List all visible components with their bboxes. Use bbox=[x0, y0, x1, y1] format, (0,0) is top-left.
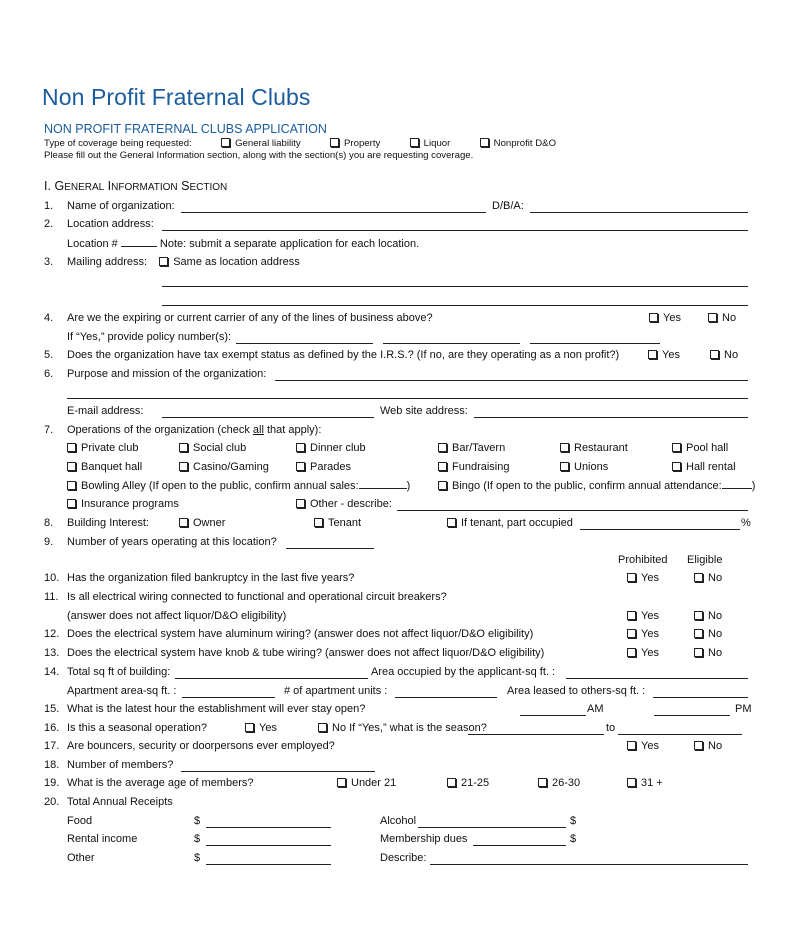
q19-number: 19. bbox=[44, 777, 60, 789]
location-number-label: Location # bbox=[67, 238, 118, 250]
q8-owner bbox=[179, 517, 225, 529]
bowling-close-paren: ) bbox=[406, 480, 411, 492]
q7-label-pre: Operations of the organization (check bbox=[67, 424, 253, 436]
checkbox-age-under-21[interactable] bbox=[337, 778, 346, 787]
q17-no-label: No bbox=[708, 740, 723, 752]
checkbox-bar-tavern[interactable] bbox=[438, 443, 447, 452]
rental-income-label: Rental income bbox=[67, 833, 138, 845]
checkbox-tenant[interactable] bbox=[314, 518, 323, 527]
q5-number: 5. bbox=[44, 349, 54, 361]
closing-hour-am-field[interactable] bbox=[520, 715, 586, 716]
age-21-25 bbox=[447, 777, 489, 789]
q16-no-label: No If “Yes,” what is the season? bbox=[332, 722, 487, 734]
closing-hour-pm-field[interactable] bbox=[654, 715, 730, 716]
q13-no-label: No bbox=[708, 647, 723, 659]
part-occupied-label: If tenant, part occupied bbox=[461, 517, 573, 529]
food-receipts-field[interactable] bbox=[206, 827, 331, 828]
checkbox-age-21-25[interactable] bbox=[447, 778, 456, 787]
op-label: Insurance programs bbox=[81, 498, 179, 510]
q17-label: Are bouncers, security or doorpersons ever employed? bbox=[67, 740, 335, 752]
q1-number: 1. bbox=[44, 200, 54, 212]
checkbox-liquor[interactable] bbox=[410, 138, 419, 147]
website-field[interactable] bbox=[474, 417, 748, 418]
checkbox-age-26-30[interactable] bbox=[538, 778, 547, 787]
checkbox-casino-gaming[interactable] bbox=[179, 462, 188, 471]
op-private-club bbox=[67, 442, 138, 454]
same-as-location-label: Same as location address bbox=[173, 256, 300, 268]
email-label: E-mail address: bbox=[67, 405, 144, 417]
checkbox-insurance-programs[interactable] bbox=[67, 499, 76, 508]
section-word-1-rest: ENERAL bbox=[64, 182, 105, 193]
am-label: AM bbox=[587, 703, 604, 715]
q17-no bbox=[694, 740, 722, 752]
location-number-field[interactable] bbox=[121, 237, 157, 247]
area-occupied-label: Area occupied by the applicant-sq ft. : bbox=[371, 666, 556, 678]
q7-label-post: that apply): bbox=[263, 424, 322, 436]
other-describe-label: Other - describe: bbox=[310, 498, 392, 510]
checkbox-private-club[interactable] bbox=[67, 443, 76, 452]
purpose-field-2[interactable] bbox=[67, 398, 748, 399]
area-occupied-field[interactable] bbox=[566, 678, 748, 679]
checkbox-q12-yes[interactable] bbox=[627, 629, 636, 638]
other-receipts-label: Other bbox=[67, 852, 95, 864]
food-label: Food bbox=[67, 815, 93, 827]
apartment-area-field[interactable] bbox=[182, 697, 275, 698]
q7-label bbox=[67, 424, 321, 436]
q2-number: 2. bbox=[44, 218, 54, 230]
q5-yes bbox=[648, 349, 680, 361]
op-fundraising bbox=[438, 461, 509, 473]
q5-no bbox=[710, 349, 738, 361]
application-subtitle: NON PROFIT FRATERNAL CLUBS APPLICATION bbox=[44, 122, 327, 136]
bowling-sales-field[interactable] bbox=[359, 479, 407, 489]
eligible-header: Eligible bbox=[687, 554, 723, 566]
policy-number-field-2[interactable] bbox=[383, 343, 520, 344]
op-label: Bar/Tavern bbox=[452, 442, 506, 454]
op-casino-gaming bbox=[179, 461, 269, 473]
describe-field[interactable] bbox=[430, 864, 748, 865]
checkbox-q13-no[interactable] bbox=[694, 648, 703, 657]
coverage-type-row bbox=[44, 138, 556, 149]
q16-yes bbox=[245, 722, 277, 734]
q20-label: Total Annual Receipts bbox=[67, 796, 173, 808]
q8-tenant bbox=[314, 517, 361, 529]
page-title: Non Profit Fraternal Clubs bbox=[42, 84, 311, 110]
checkbox-pool-hall[interactable] bbox=[672, 443, 681, 452]
q11-yes bbox=[627, 610, 659, 622]
q4-yes bbox=[649, 312, 681, 324]
checkbox-q5-yes[interactable] bbox=[648, 350, 657, 359]
op-unions bbox=[560, 461, 608, 473]
q11-number: 11. bbox=[44, 591, 59, 603]
owner-label: Owner bbox=[193, 517, 226, 529]
q2-label: Location address: bbox=[67, 218, 154, 230]
op-label: Restaurant bbox=[574, 442, 628, 454]
op-pool-hall bbox=[672, 442, 728, 454]
coverage-type-label: Type of coverage being requested: bbox=[44, 138, 192, 149]
checkbox-q10-yes[interactable] bbox=[627, 573, 636, 582]
age-26-30 bbox=[538, 777, 580, 789]
q16-no bbox=[318, 722, 487, 734]
q15-number: 15. bbox=[44, 703, 60, 715]
describe-label: Describe: bbox=[380, 852, 427, 864]
purpose-field-1[interactable] bbox=[275, 380, 748, 381]
q13-label: Does the electrical system have knob & tube wiring? (answer does not affect liquor/D&O eligibility) bbox=[67, 647, 545, 659]
checkbox-dinner-club[interactable] bbox=[296, 443, 305, 452]
apartment-area-label: Apartment area-sq ft. : bbox=[67, 685, 177, 697]
q7-label-all: all bbox=[252, 424, 264, 436]
q11-yes-label: Yes bbox=[641, 610, 659, 622]
season-to-label: to bbox=[606, 722, 616, 734]
checkbox-q16-no[interactable] bbox=[318, 723, 327, 732]
dues-dollar: $ bbox=[570, 833, 577, 845]
age-option-label: 21-25 bbox=[461, 777, 490, 789]
section-numeral: I. bbox=[44, 179, 51, 193]
q13-yes-label: Yes bbox=[641, 647, 659, 659]
instructions: Please fill out the General Information section, along with the section(s) you are requesting coverage. bbox=[44, 150, 474, 161]
checkbox-q4-no[interactable] bbox=[708, 313, 717, 322]
op-label: Parades bbox=[310, 461, 351, 473]
op-label: Pool hall bbox=[686, 442, 729, 454]
checkbox-restaurant[interactable] bbox=[560, 443, 569, 452]
rental-income-field[interactable] bbox=[206, 845, 331, 846]
q12-yes bbox=[627, 628, 659, 640]
op-insurance-programs bbox=[67, 498, 179, 510]
op-restaurant bbox=[560, 442, 628, 454]
section-word-2-initial: I bbox=[107, 179, 112, 193]
op-bingo bbox=[438, 479, 755, 492]
checkbox-fundraising[interactable] bbox=[438, 462, 447, 471]
bingo-close-paren: ) bbox=[751, 480, 756, 492]
q13-no bbox=[694, 647, 722, 659]
area-leased-label: Area leased to others-sq ft. : bbox=[507, 685, 646, 697]
alcohol-dollar: $ bbox=[570, 815, 577, 827]
pm-label: PM bbox=[735, 703, 752, 715]
q5-label: Does the organization have tax exempt status as defined by the I.R.S.? (If no, are they operating as a non profit?) bbox=[67, 349, 620, 361]
policy-number-field-3[interactable] bbox=[530, 343, 660, 344]
q4-number: 4. bbox=[44, 312, 54, 324]
q8-number: 8. bbox=[44, 517, 54, 529]
membership-dues-field[interactable] bbox=[473, 845, 566, 846]
q15-label: What is the latest hour the establishment will ever stay open? bbox=[67, 703, 366, 715]
organization-name-field[interactable] bbox=[181, 212, 486, 213]
total-sqft-field[interactable] bbox=[175, 678, 368, 679]
checkbox-q13-yes[interactable] bbox=[627, 648, 636, 657]
q12-number: 12. bbox=[44, 628, 60, 640]
location-note: Note: submit a separate application for each location. bbox=[159, 238, 420, 250]
checkbox-general-liability[interactable] bbox=[221, 138, 230, 147]
q3-number: 3. bbox=[44, 256, 54, 268]
area-leased-field[interactable] bbox=[653, 697, 748, 698]
checkbox-q11-yes[interactable] bbox=[627, 611, 636, 620]
q10-no-label: No bbox=[708, 572, 723, 584]
q18-label: Number of members? bbox=[67, 759, 174, 771]
location-number-row bbox=[67, 237, 419, 250]
op-label: Unions bbox=[574, 461, 609, 473]
section-word-2-rest: NFORMATION bbox=[111, 182, 178, 193]
op-label: Social club bbox=[193, 442, 247, 454]
checkbox-q4-yes[interactable] bbox=[649, 313, 658, 322]
q9-number: 9. bbox=[44, 536, 54, 548]
checkbox-bingo[interactable] bbox=[438, 481, 447, 490]
coverage-liquor-label: Liquor bbox=[423, 138, 451, 149]
op-parades bbox=[296, 461, 351, 473]
checkbox-unions[interactable] bbox=[560, 462, 569, 471]
q4-label: Are we the expiring or current carrier of any of the lines of business above? bbox=[67, 312, 433, 324]
section-word-3-initial: S bbox=[181, 179, 190, 193]
q12-no-label: No bbox=[708, 628, 723, 640]
q20-number: 20. bbox=[44, 796, 60, 808]
bowling-label: Bowling Alley (If open to the public, confirm annual sales: bbox=[81, 480, 359, 492]
q16-number: 16. bbox=[44, 722, 60, 734]
age-under-21 bbox=[337, 777, 396, 789]
q13-yes bbox=[627, 647, 659, 659]
q6-number: 6. bbox=[44, 368, 54, 380]
q12-label: Does the electrical system have aluminum wiring? (answer does not affect liquor/D&O eligibility) bbox=[67, 628, 534, 640]
member-count-field[interactable] bbox=[181, 771, 375, 772]
q14-number: 14. bbox=[44, 666, 60, 678]
checkbox-bowling-alley[interactable] bbox=[67, 481, 76, 490]
checkbox-owner[interactable] bbox=[179, 518, 188, 527]
q4-no-label: No bbox=[722, 312, 737, 324]
q13-number: 13. bbox=[44, 647, 60, 659]
op-social-club bbox=[179, 442, 246, 454]
rental-dollar: $ bbox=[194, 833, 201, 845]
q8-label: Building Interest: bbox=[67, 517, 149, 529]
coverage-property-label: Property bbox=[344, 138, 381, 149]
op-hall-rental bbox=[672, 461, 736, 473]
q17-yes bbox=[627, 740, 659, 752]
section-word-3-rest: ECTION bbox=[189, 182, 228, 193]
coverage-general-liability-label: General liability bbox=[235, 138, 301, 149]
other-receipts-field[interactable] bbox=[206, 864, 331, 865]
op-other bbox=[296, 498, 392, 510]
bingo-label: Bingo (If open to the public, confirm annual attendance: bbox=[452, 480, 722, 492]
checkbox-same-as-location[interactable] bbox=[159, 257, 168, 266]
alcohol-receipts-field[interactable] bbox=[418, 827, 566, 828]
percent-sign: % bbox=[741, 517, 751, 529]
q10-yes bbox=[627, 572, 659, 584]
apartment-units-field[interactable] bbox=[395, 697, 497, 698]
op-label: Banquet hall bbox=[81, 461, 143, 473]
checkbox-age-31-plus[interactable] bbox=[627, 778, 636, 787]
q17-yes-label: Yes bbox=[641, 740, 659, 752]
part-occupied-field[interactable] bbox=[580, 529, 740, 530]
q17-number: 17. bbox=[44, 740, 60, 752]
op-bar-tavern bbox=[438, 442, 505, 454]
dba-label: D/B/A: bbox=[492, 200, 524, 212]
q10-label: Has the organization filed bankruptcy in the last five years? bbox=[67, 572, 355, 584]
q11-no bbox=[694, 610, 722, 622]
checkbox-q12-no[interactable] bbox=[694, 629, 703, 638]
q11-label: Is all electrical wiring connected to functional and operational circuit breakers? bbox=[67, 591, 447, 603]
website-label: Web site address: bbox=[380, 405, 468, 417]
age-31-plus bbox=[627, 777, 663, 789]
q5-yes-label: Yes bbox=[662, 349, 680, 361]
q18-number: 18. bbox=[44, 759, 60, 771]
op-label: Casino/Gaming bbox=[193, 461, 269, 473]
q10-number: 10. bbox=[44, 572, 60, 584]
section-heading bbox=[44, 179, 227, 193]
checkbox-q17-no[interactable] bbox=[694, 741, 703, 750]
q6-label: Purpose and mission of the organization: bbox=[67, 368, 267, 380]
q4-yes-label: Yes bbox=[663, 312, 681, 324]
age-option-label: Under 21 bbox=[351, 777, 397, 789]
q16-label: Is this a seasonal operation? bbox=[67, 722, 208, 734]
q12-no bbox=[694, 628, 722, 640]
checkbox-q11-no[interactable] bbox=[694, 611, 703, 620]
q10-yes-label: Yes bbox=[641, 572, 659, 584]
q8-part-occupied bbox=[447, 517, 573, 529]
checkbox-social-club[interactable] bbox=[179, 443, 188, 452]
mailing-address-line-1[interactable] bbox=[162, 286, 748, 287]
years-operating-field[interactable] bbox=[286, 548, 374, 549]
op-dinner-club bbox=[296, 442, 366, 454]
policy-number-field-1[interactable] bbox=[236, 343, 373, 344]
alcohol-label: Alcohol bbox=[380, 815, 417, 827]
policy-number-label: If “Yes,” provide policy number(s): bbox=[67, 331, 232, 343]
dba-field[interactable] bbox=[530, 212, 748, 213]
op-label: Fundraising bbox=[452, 461, 510, 473]
q14-label: Total sq ft of building: bbox=[67, 666, 171, 678]
email-field[interactable] bbox=[162, 417, 374, 418]
q3-row bbox=[67, 256, 300, 268]
q19-label: What is the average age of members? bbox=[67, 777, 254, 789]
q11-no-label: No bbox=[708, 610, 723, 622]
q9-label: Number of years operating at this location? bbox=[67, 536, 277, 548]
q3-label: Mailing address: bbox=[67, 256, 148, 268]
op-label: Private club bbox=[81, 442, 139, 454]
other-describe-field[interactable] bbox=[397, 510, 748, 511]
op-bowling-alley bbox=[67, 479, 410, 492]
checkbox-property[interactable] bbox=[330, 138, 339, 147]
age-option-label: 26-30 bbox=[552, 777, 581, 789]
coverage-nonprofit-do-label: Nonprofit D&O bbox=[493, 138, 557, 149]
op-label: Hall rental bbox=[686, 461, 736, 473]
food-dollar: $ bbox=[194, 815, 201, 827]
season-from-field[interactable] bbox=[468, 734, 604, 735]
location-address-field[interactable] bbox=[162, 230, 748, 231]
mailing-address-line-2[interactable] bbox=[162, 305, 748, 306]
checkbox-nonprofit-do[interactable] bbox=[480, 138, 489, 147]
q1-label: Name of organization: bbox=[67, 200, 175, 212]
other-dollar: $ bbox=[194, 852, 201, 864]
checkbox-other[interactable] bbox=[296, 499, 305, 508]
apartment-units-label: # of apartment units : bbox=[284, 685, 388, 697]
q16-yes-label: Yes bbox=[259, 722, 277, 734]
checkbox-q5-no[interactable] bbox=[710, 350, 719, 359]
tenant-label: Tenant bbox=[328, 517, 362, 529]
checkbox-parades[interactable] bbox=[296, 462, 305, 471]
checkbox-q17-yes[interactable] bbox=[627, 741, 636, 750]
checkbox-hall-rental[interactable] bbox=[672, 462, 681, 471]
q4-no bbox=[708, 312, 736, 324]
age-option-label: 31 + bbox=[641, 777, 663, 789]
q11-label-2: (answer does not affect liquor/D&O eligibility) bbox=[67, 610, 287, 622]
checkbox-q16-yes[interactable] bbox=[245, 723, 254, 732]
checkbox-banquet-hall[interactable] bbox=[67, 462, 76, 471]
membership-dues-label: Membership dues bbox=[380, 833, 468, 845]
q10-no bbox=[694, 572, 722, 584]
bingo-attendance-field[interactable] bbox=[722, 479, 752, 489]
prohibited-header: Prohibited bbox=[618, 554, 668, 566]
q5-no-label: No bbox=[724, 349, 739, 361]
op-label: Dinner club bbox=[310, 442, 366, 454]
season-to-field[interactable] bbox=[618, 734, 742, 735]
section-word-1-initial: G bbox=[54, 179, 65, 193]
checkbox-q10-no[interactable] bbox=[694, 573, 703, 582]
op-banquet-hall bbox=[67, 461, 142, 473]
q7-number: 7. bbox=[44, 424, 54, 436]
q12-yes-label: Yes bbox=[641, 628, 659, 640]
checkbox-tenant-part[interactable] bbox=[447, 518, 456, 527]
